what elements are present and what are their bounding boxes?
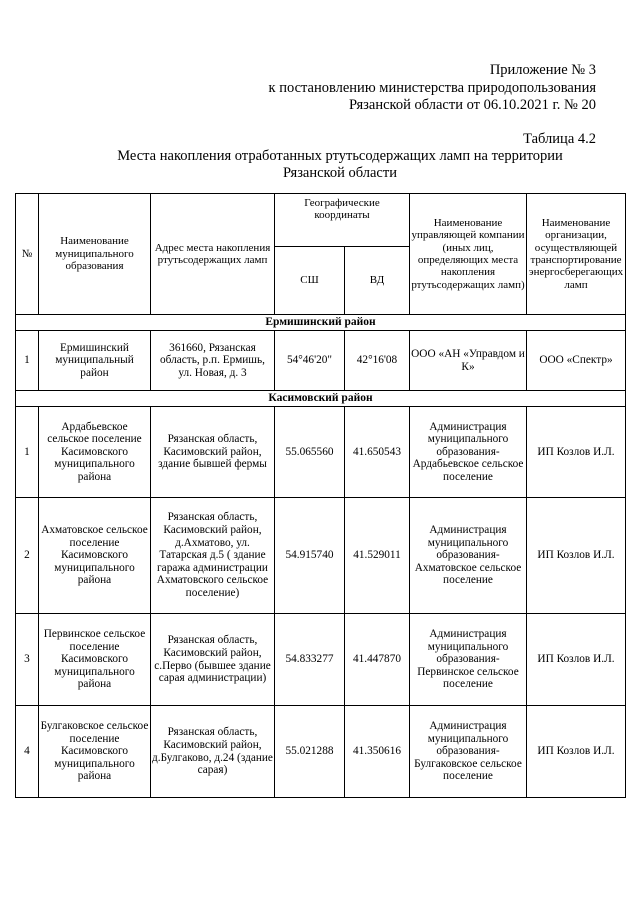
row-address: Рязанская область, Касимовский район, д.Ахматово, ул. Татарская д.5 ( здание гаража администрации Ахматовского сельское поселение)	[151, 498, 275, 614]
header-transporter: Наименование организации, осуществляющей транспортирование энергосберегающих ламп	[527, 194, 626, 315]
row-municipality: Ермишинский муниципальный район	[39, 331, 151, 391]
header-municipality: Наименование муниципального образования	[39, 194, 151, 315]
appendix-heading	[196, 62, 596, 115]
row-manager: Администрация муниципального образования-Булгаковское сельское поселение	[410, 706, 527, 798]
header-row	[16, 194, 626, 247]
appendix-line-3: Рязанской области от 06.10.2021 г. № 20	[349, 97, 596, 113]
table-row	[16, 614, 626, 706]
header-lon: ВД	[345, 247, 410, 315]
region-name: Касимовский район	[16, 391, 626, 407]
table-row	[16, 498, 626, 614]
row-lat: 54°46'20"	[275, 331, 345, 391]
row-transporter: ИП Козлов И.Л.	[527, 706, 626, 798]
row-lon: 41.447870	[345, 614, 410, 706]
row-municipality: Ахматовское сельское поселение Касимовского муниципального района	[39, 498, 151, 614]
row-lon: 42°16'08	[345, 331, 410, 391]
row-lon: 41.350616	[345, 706, 410, 798]
row-lat: 55.065560	[275, 407, 345, 498]
row-num: 4	[16, 706, 39, 798]
header-address: Адрес места накопления ртутьсодержащих ламп	[151, 194, 275, 315]
row-address: Рязанская область, Касимовский район, с.Перво (бывшее здание сарая администрации)	[151, 614, 275, 706]
row-transporter: ИП Козлов И.Л.	[527, 498, 626, 614]
appendix-line-1: Приложение № 3	[489, 62, 596, 78]
document-title	[95, 148, 585, 182]
header-num: №	[16, 194, 39, 315]
row-manager: Администрация муниципального образования-Ахматовское сельское поселение	[410, 498, 527, 614]
row-address: 361660, Рязанская область, р.п. Ермишь, ул. Новая, д. 3	[151, 331, 275, 391]
header-coords: Географические координаты	[275, 194, 410, 247]
header-manager: Наименование управляющей компании (иных лиц, определяющих места накопления ртутьсодержащих ламп)	[410, 194, 527, 315]
lamp-storage-table	[15, 193, 626, 798]
region-row	[16, 315, 626, 331]
table-number: Таблица 4.2	[523, 131, 596, 147]
row-lon: 41.650543	[345, 407, 410, 498]
row-num: 1	[16, 407, 39, 498]
title-line-2: Рязанской области	[283, 165, 397, 181]
row-num: 2	[16, 498, 39, 614]
region-name: Ермишинский район	[16, 315, 626, 331]
row-transporter: ИП Козлов И.Л.	[527, 614, 626, 706]
row-manager: Администрация муниципального образования-Первинское сельское поселение	[410, 614, 527, 706]
row-municipality: Булгаковское сельское поселение Касимовского муниципального района	[39, 706, 151, 798]
row-manager: ООО «АН «Управдом и К»	[410, 331, 527, 391]
row-manager: Администрация муниципального образования-Ардабьевское сельское поселение	[410, 407, 527, 498]
region-row	[16, 391, 626, 407]
row-municipality: Ардабьевское сельское поселение Касимовского муниципального района	[39, 407, 151, 498]
row-lon: 41.529011	[345, 498, 410, 614]
title-line-1: Места накопления отработанных ртутьсодержащих ламп на территории	[117, 148, 563, 164]
row-municipality: Первинское сельское поселение Касимовского муниципального района	[39, 614, 151, 706]
row-lat: 55.021288	[275, 706, 345, 798]
row-num: 3	[16, 614, 39, 706]
row-lat: 54.833277	[275, 614, 345, 706]
table-row	[16, 407, 626, 498]
table-row	[16, 706, 626, 798]
header-lat: СШ	[275, 247, 345, 315]
appendix-line-2: к постановлению министерства природопользования	[268, 79, 596, 96]
row-transporter: ИП Козлов И.Л.	[527, 407, 626, 498]
row-num: 1	[16, 331, 39, 391]
row-lat: 54.915740	[275, 498, 345, 614]
row-address: Рязанская область, Касимовский район, здание бывшей фермы	[151, 407, 275, 498]
table-row	[16, 331, 626, 391]
row-transporter: ООО «Спектр»	[527, 331, 626, 391]
row-address: Рязанская область, Касимовский район, д.Булгаково, д.24 (здание сарая)	[151, 706, 275, 798]
